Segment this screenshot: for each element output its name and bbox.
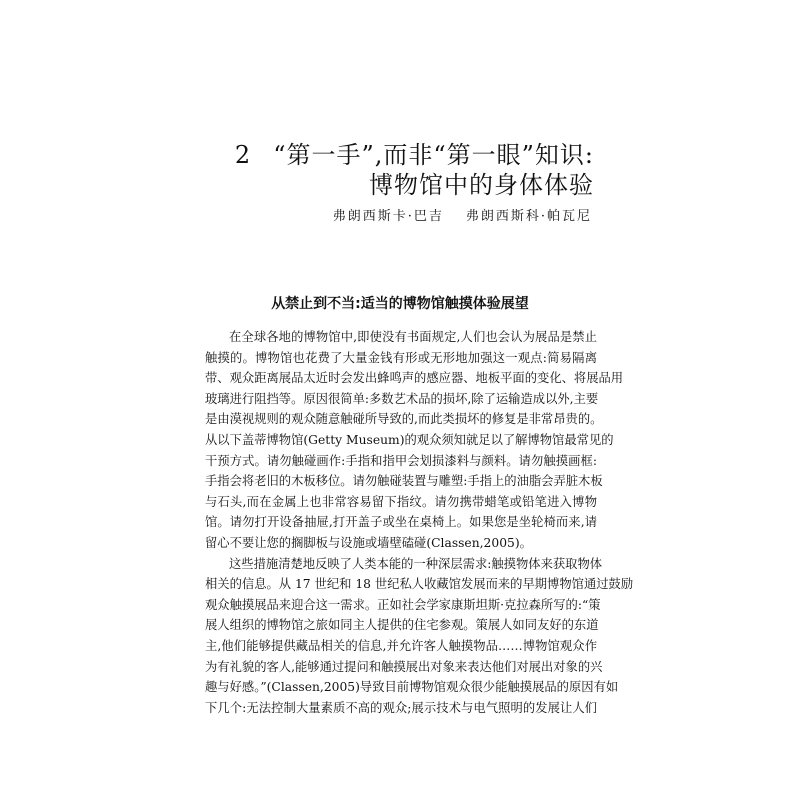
chapter-number: 2 bbox=[234, 141, 252, 169]
text-line: 观众触摸展品来迎合这一需求。正如社会学家康斯坦斯·克拉森所写的:“策 bbox=[205, 597, 601, 612]
author-1: 弗朗西斯卡·巴吉 bbox=[332, 209, 444, 224]
text-line: 从以下盖蒂博物馆(Getty Museum)的观众须知就足以了解博物馆最常见的 bbox=[205, 432, 614, 447]
section-heading: 从禁止到不当:适当的博物馆触摸体验展望 bbox=[271, 296, 529, 312]
chapter-title-line-1 bbox=[154, 140, 594, 170]
text-line: 留心不要让您的搁脚板与设施或墙壁磕碰(Classen,2005)。 bbox=[205, 535, 532, 550]
text-line: 触摸的。博物馆也花费了大量金钱有形或无形地加强这一观点:简易隔离 bbox=[205, 350, 597, 365]
text-line: 这些措施清楚地反映了人类本能的一种深层需求:触摸物体来获取物体 bbox=[229, 556, 603, 571]
text-line: 与石头,而在金属上也非常容易留下指纹。请勿携带蜡笔或铅笔进入博物 bbox=[205, 494, 597, 509]
text-line: 在全球各地的博物馆中,即使没有书面规定,人们也会认为展品是禁止 bbox=[229, 330, 597, 344]
text-line: 为有礼貌的客人,能够通过提问和触摸展出对象来表达他们对展出对象的兴 bbox=[205, 659, 603, 674]
paragraph-1 bbox=[205, 327, 624, 554]
text-line: 是由漠视规则的观众随意触碰所导致的,而此类损坏的修复是非常昂贵的。 bbox=[205, 412, 603, 427]
paragraph-2 bbox=[205, 554, 634, 719]
chapter-title-text-1: “第一手”,而非“第一眼”知识: bbox=[273, 141, 594, 169]
text-line: 馆。请勿打开设备抽屉,打开盖子或坐在桌椅上。如果您是坐轮椅而来,请 bbox=[205, 515, 597, 530]
author-2: 弗朗西斯科·帕瓦尼 bbox=[465, 209, 592, 224]
text-line: 相关的信息。从 17 世纪和 18 世纪私人收藏馆发展而来的早期博物馆通过鼓励 bbox=[205, 577, 634, 592]
chapter-title-line-2: 博物馆中的身体体验 bbox=[369, 171, 594, 199]
text-line: 干预方式。请勿触碰画作:手指和指甲会划损漆料与颜料。请勿触摸画框: bbox=[205, 453, 597, 468]
text-line: 趣与好感。”(Classen,2005)导致目前博物馆观众很少能触摸展品的原因有如 bbox=[205, 680, 619, 695]
body-text bbox=[205, 327, 634, 718]
text-line: 玻璃进行阻挡等。原因很简单:多数艺术品的损坏,除了运输造成以外,主要 bbox=[205, 391, 599, 406]
text-line: 主,他们能够提供藏品相关的信息,并允许客人触摸物品……博物馆观众作 bbox=[205, 638, 597, 653]
text-line: 展人组织的博物馆之旅如同主人提供的住宅参观。策展人如同友好的东道 bbox=[205, 618, 599, 633]
text-line: 带、观众距离展品太近时会发出蜂鸣声的感应器、地板平面的变化、将展品用 bbox=[205, 371, 624, 386]
chapter-title bbox=[154, 140, 594, 200]
authors bbox=[333, 205, 592, 224]
text-line: 下几个:无法控制大量素质不高的观众;展示技术与电气照明的发展让人们 bbox=[205, 700, 597, 715]
text-line: 手指会将老旧的木板移位。请勿触碰装置与雕塑:手指上的油脂会弄脏木板 bbox=[205, 474, 603, 489]
